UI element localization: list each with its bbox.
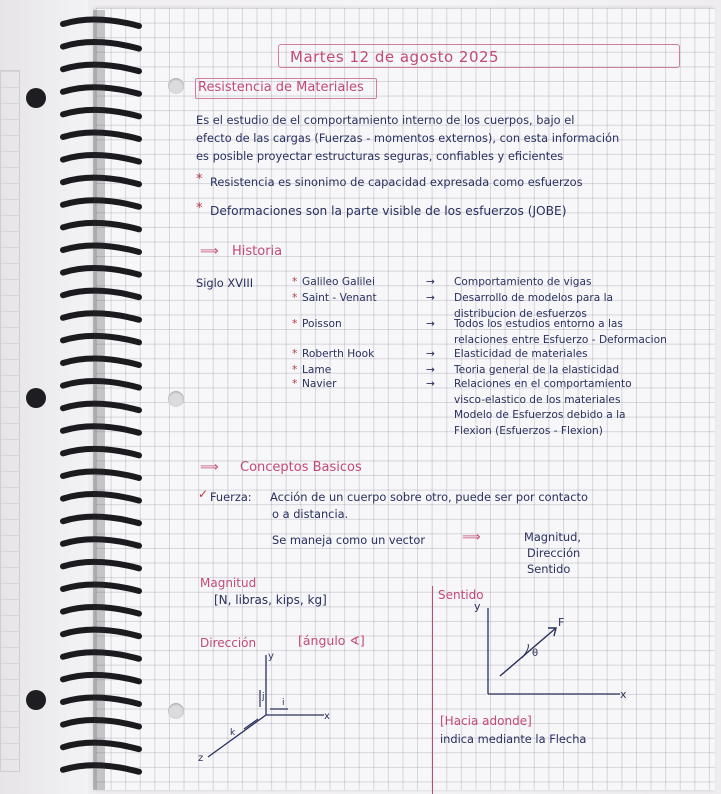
basics-heading: Conceptos Basicos xyxy=(240,460,362,475)
history-desc: Elasticidad de materiales xyxy=(454,348,588,360)
spiral-binding xyxy=(55,10,145,790)
vector-prop-sentido: Sentido xyxy=(527,562,571,576)
hacia-donde: [Hacia adonde] xyxy=(440,714,532,728)
magnitud-label: Magnitud xyxy=(200,576,257,590)
fuerza-line-2: o a distancia. xyxy=(272,507,349,521)
history-desc: Teoria general de la elasticidad xyxy=(454,364,620,376)
axis-x-label: x xyxy=(620,688,627,701)
history-name: Lame xyxy=(302,364,332,376)
bullet-star: * xyxy=(196,201,203,216)
bullet-star: * xyxy=(292,348,298,360)
arrow-icon: → xyxy=(426,378,435,390)
arrow-icon: ⟹ xyxy=(462,530,481,545)
coordinate-axes-diagram xyxy=(196,645,346,770)
history-desc: relaciones entre Esfuerzo - Deformacion xyxy=(454,333,667,346)
unit-k-label: k xyxy=(230,728,236,738)
bullet-star: * xyxy=(292,364,298,376)
history-desc: Relaciones en el comportamiento xyxy=(454,378,632,390)
unit-j-label: j xyxy=(262,692,265,702)
intro-line-3: es posible proyectar estructuras seguras, confiables y eficientes xyxy=(196,149,564,163)
fuerza-line-1: Acción de un cuerpo sobre otro, puede ser por contacto xyxy=(270,490,588,504)
force-label: F xyxy=(558,616,565,629)
vector-prop-magnitud: Magnitud, xyxy=(524,530,581,544)
axis-z-label: z xyxy=(198,753,204,764)
bullet-star: * xyxy=(292,292,298,304)
history-desc: Desarrollo de modelos para la xyxy=(454,292,614,304)
arrow-icon: → xyxy=(426,348,435,360)
arrow-icon: ⟹ xyxy=(200,244,219,259)
indica-text: indica mediante la Flecha xyxy=(440,732,587,746)
bullet-star: * xyxy=(292,378,298,390)
arrow-icon: → xyxy=(426,364,435,376)
bullet-star: * xyxy=(292,318,298,330)
history-name: Poisson xyxy=(302,318,342,330)
history-desc: Comportamiento de vigas xyxy=(454,276,592,288)
arrow-icon: ⟹ xyxy=(200,460,219,475)
axis-y-label: y xyxy=(268,651,274,662)
history-name: Roberth Hook xyxy=(302,348,375,360)
intro-line-2: efecto de las cargas (Fuerzas - momentos externos), con esta información xyxy=(196,131,620,145)
history-name: Galileo Galilei xyxy=(302,276,375,288)
unit-i-label: i xyxy=(282,698,285,708)
note-2: Deformaciones son la parte visible de los esfuerzos (JOBE) xyxy=(210,204,567,218)
axis-y-label: y xyxy=(474,600,481,613)
history-desc: Modelo de Esfuerzos debido a la xyxy=(454,409,626,421)
history-name: Navier xyxy=(302,378,337,390)
page-hole xyxy=(168,391,184,407)
bullet-star: * xyxy=(292,276,298,288)
vector-text: Se maneja como un vector xyxy=(272,533,426,547)
history-desc: Flexion (Esfuerzos - Flexion) xyxy=(454,424,603,437)
direccion-value: [ángulo ∢] xyxy=(298,633,365,648)
page-hole xyxy=(168,78,184,94)
siglo-label: Siglo XVIII xyxy=(196,276,254,290)
theta-label: θ xyxy=(532,648,539,659)
vector-prop-direccion: Dirección xyxy=(527,546,581,560)
bullet-star: * xyxy=(196,172,203,187)
arrow-icon: → xyxy=(426,318,435,330)
binder-hole xyxy=(26,88,46,108)
magnitud-units: [N, libras, kips, kg] xyxy=(214,593,327,607)
history-desc: Todos los estudios entorno a las xyxy=(454,318,623,330)
history-heading: Historia xyxy=(232,244,283,259)
force-vector-diagram xyxy=(470,598,630,706)
page-hole xyxy=(168,703,184,719)
intro-line-1: Es el estudio de el comportamiento interno de los cuerpos, bajo el xyxy=(196,113,575,127)
fuerza-label: Fuerza: xyxy=(210,490,252,504)
arrow-icon: → xyxy=(426,292,435,304)
check-icon: ✓ xyxy=(198,487,209,501)
arrow-icon: → xyxy=(426,276,435,288)
note-1: Resistencia es sinonimo de capacidad expresada como esfuerzos xyxy=(210,175,583,189)
history-desc: distribucion de esfuerzos xyxy=(454,307,587,320)
page-date: Martes 12 de agosto 2025 xyxy=(290,48,500,66)
direccion-label: Dirección xyxy=(200,636,257,650)
binder-hole xyxy=(26,388,46,408)
sentido-label: Sentido xyxy=(438,588,484,602)
history-desc: visco-elastico de los materiales xyxy=(454,393,621,406)
section-title: Resistencia de Materiales xyxy=(198,80,364,95)
history-name: Saint - Venant xyxy=(302,292,377,304)
axis-x-label: x xyxy=(324,711,330,722)
binder-hole xyxy=(26,690,46,710)
